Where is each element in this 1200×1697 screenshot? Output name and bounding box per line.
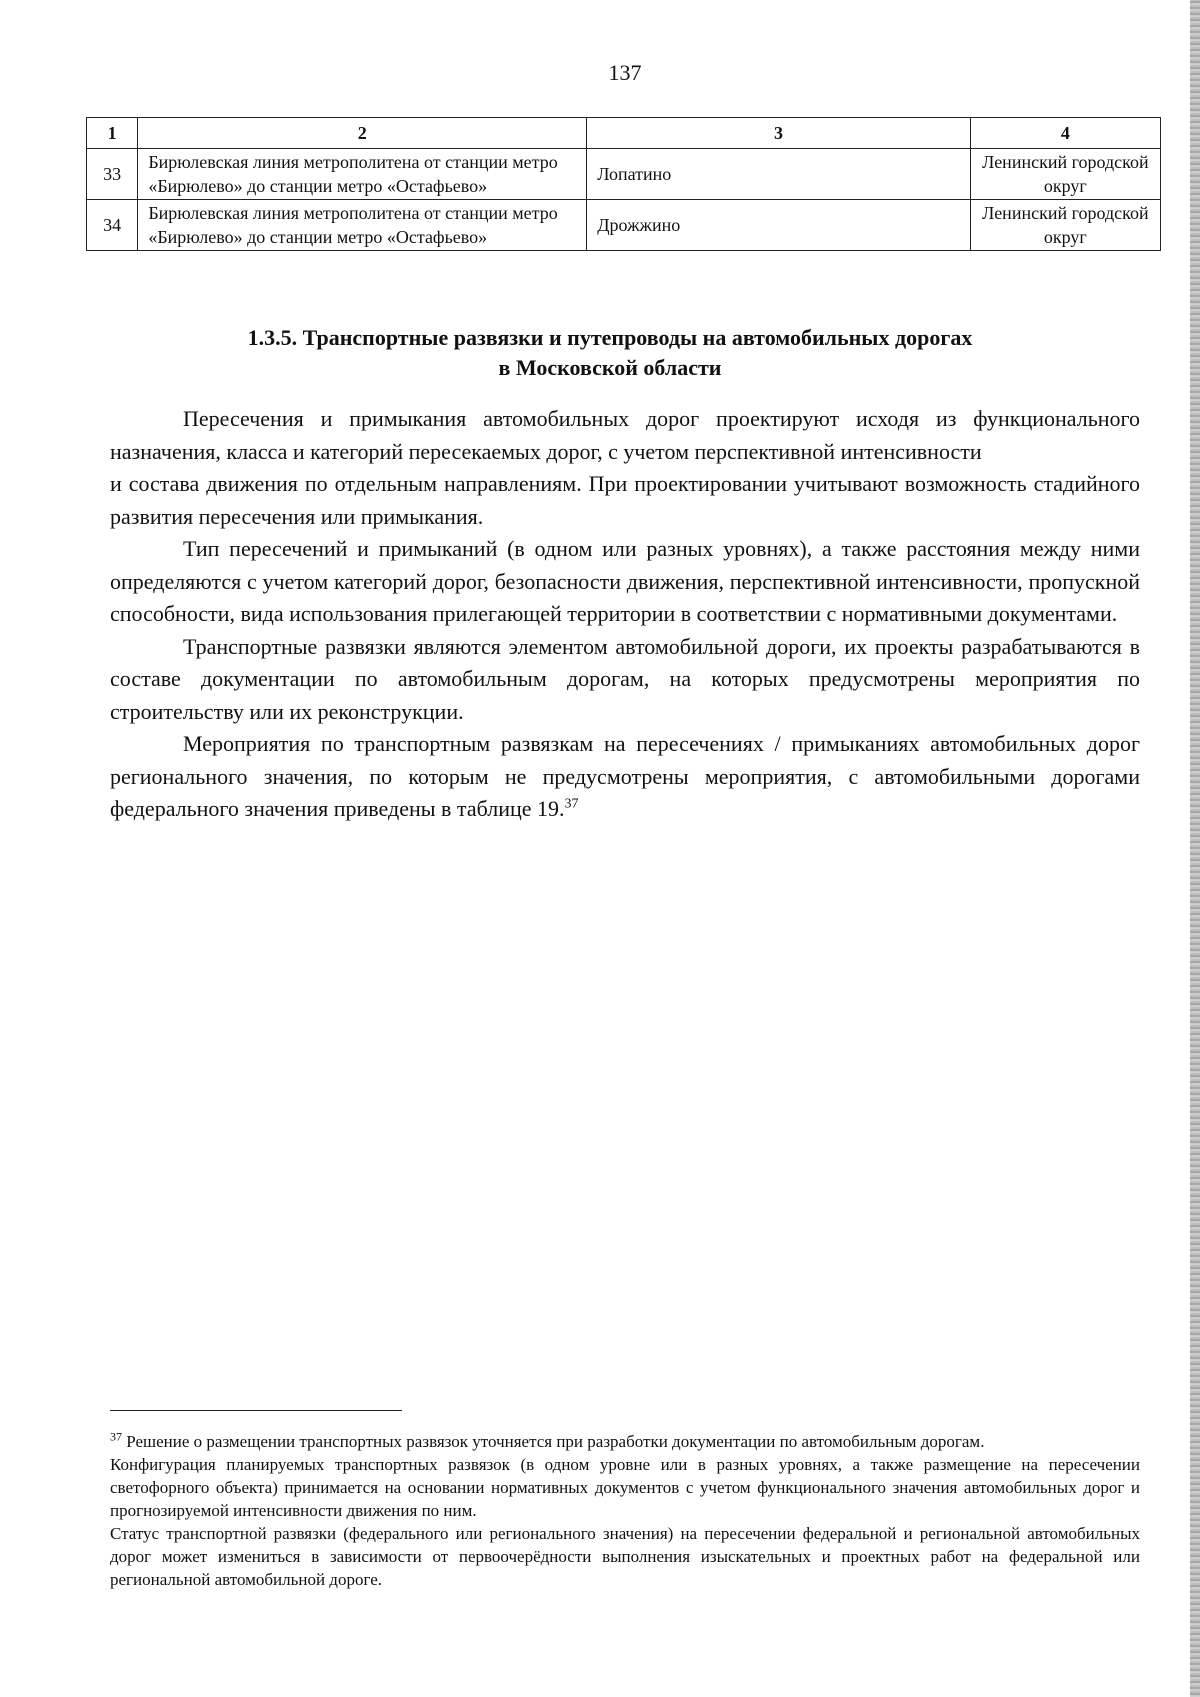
district-cell: Ленинский городской округ bbox=[970, 149, 1160, 200]
column-header-3: 3 bbox=[587, 118, 970, 149]
footnote-3: Статус транспортной развязки (федерального или регионального значения) на пересечении федеральной и региональной автомобильных дорог может измениться в зависимости от первоочерёдности выполнения изыскательных и проектных работ на федеральной или региональной автомобильной дороге. bbox=[110, 1524, 1140, 1589]
paragraph-1-part-2: и состава движения по отдельным направлениям. При проектировании учитывают возможность стадийного развития пересечения или примыкания. bbox=[110, 471, 1140, 529]
table-row bbox=[87, 200, 1161, 251]
column-header-2: 2 bbox=[138, 118, 587, 149]
paragraph-4-text: Мероприятия по транспортным развязкам на пересечениях / примыканиях автомобильных дорог регионального значения, по которым не предусмотрены мероприятия, с автомобильными дорогами федерального значения приведены в таблице 19. bbox=[110, 731, 1140, 821]
footnote-2: Конфигурация планируемых транспортных развязок (в одном уровне или в разных уровнях, а также размещение на пересечении светофорного объекта) принимается на основании нормативных документов с учетом функционального значения автомобильных дорог и прогнозируемой интенсивности движения по ним. bbox=[110, 1455, 1140, 1520]
body-text bbox=[110, 403, 1140, 826]
section-heading bbox=[180, 323, 1040, 383]
section-heading-line-1: 1.3.5. Транспортные развязки и путепроводы на автомобильных дорогах bbox=[247, 325, 973, 350]
district-cell: Ленинский городской округ bbox=[970, 200, 1160, 251]
footnote-marker: 37 bbox=[110, 1429, 122, 1444]
footnote-1-text: Решение о размещении транспортных развязок уточняется при разработки документации по автомобильным дорогам. bbox=[122, 1432, 985, 1451]
column-header-4: 4 bbox=[970, 118, 1160, 149]
footnote-divider bbox=[110, 1410, 402, 1411]
page-number: 137 bbox=[608, 60, 642, 85]
station-cell: Лопатино bbox=[587, 149, 970, 200]
paragraph-1-part-1: Пересечения и примыкания автомобильных дорог проектируют исходя из функционального назначения, класса и категорий пересекаемых дорог, с учетом перспективной интенсивности bbox=[110, 406, 1140, 464]
paragraph-2: Тип пересечений и примыканий (в одном или разных уровнях), а также расстояния между ними определяются с учетом категорий дорог, безопасности движения, перспективной интенсивности, пропускной способности, вида использования прилегающей территории в соответствии с нормативными документами. bbox=[110, 536, 1140, 626]
scan-edge-strip bbox=[1190, 0, 1200, 1697]
stations-table bbox=[86, 117, 1161, 251]
column-header-1: 1 bbox=[87, 118, 138, 149]
paragraph-4 bbox=[110, 728, 1140, 826]
station-cell: Дрожжино bbox=[587, 200, 970, 251]
row-number-cell: 34 bbox=[87, 200, 138, 251]
section-heading-line-2: в Московской области bbox=[498, 355, 722, 380]
row-number-cell: 33 bbox=[87, 149, 138, 200]
footnote-1 bbox=[110, 1430, 1140, 1453]
footnote-reference[interactable]: 37 bbox=[564, 796, 579, 812]
paragraph-3: Транспортные развязки являются элементом автомобильной дороги, их проекты разрабатываются в составе документации по автомобильным дорогам, на которых предусмотрены мероприятия по строительству или их реконструкции. bbox=[110, 633, 1140, 724]
table-row bbox=[87, 149, 1161, 200]
table-header-row bbox=[87, 118, 1161, 149]
metro-line-cell: Бирюлевская линия метрополитена от станции метро «Бирюлево» до станции метро «Остафьево» bbox=[138, 200, 587, 251]
metro-line-cell: Бирюлевская линия метрополитена от станции метро «Бирюлево» до станции метро «Остафьево» bbox=[138, 149, 587, 200]
footnotes bbox=[110, 1430, 1140, 1591]
